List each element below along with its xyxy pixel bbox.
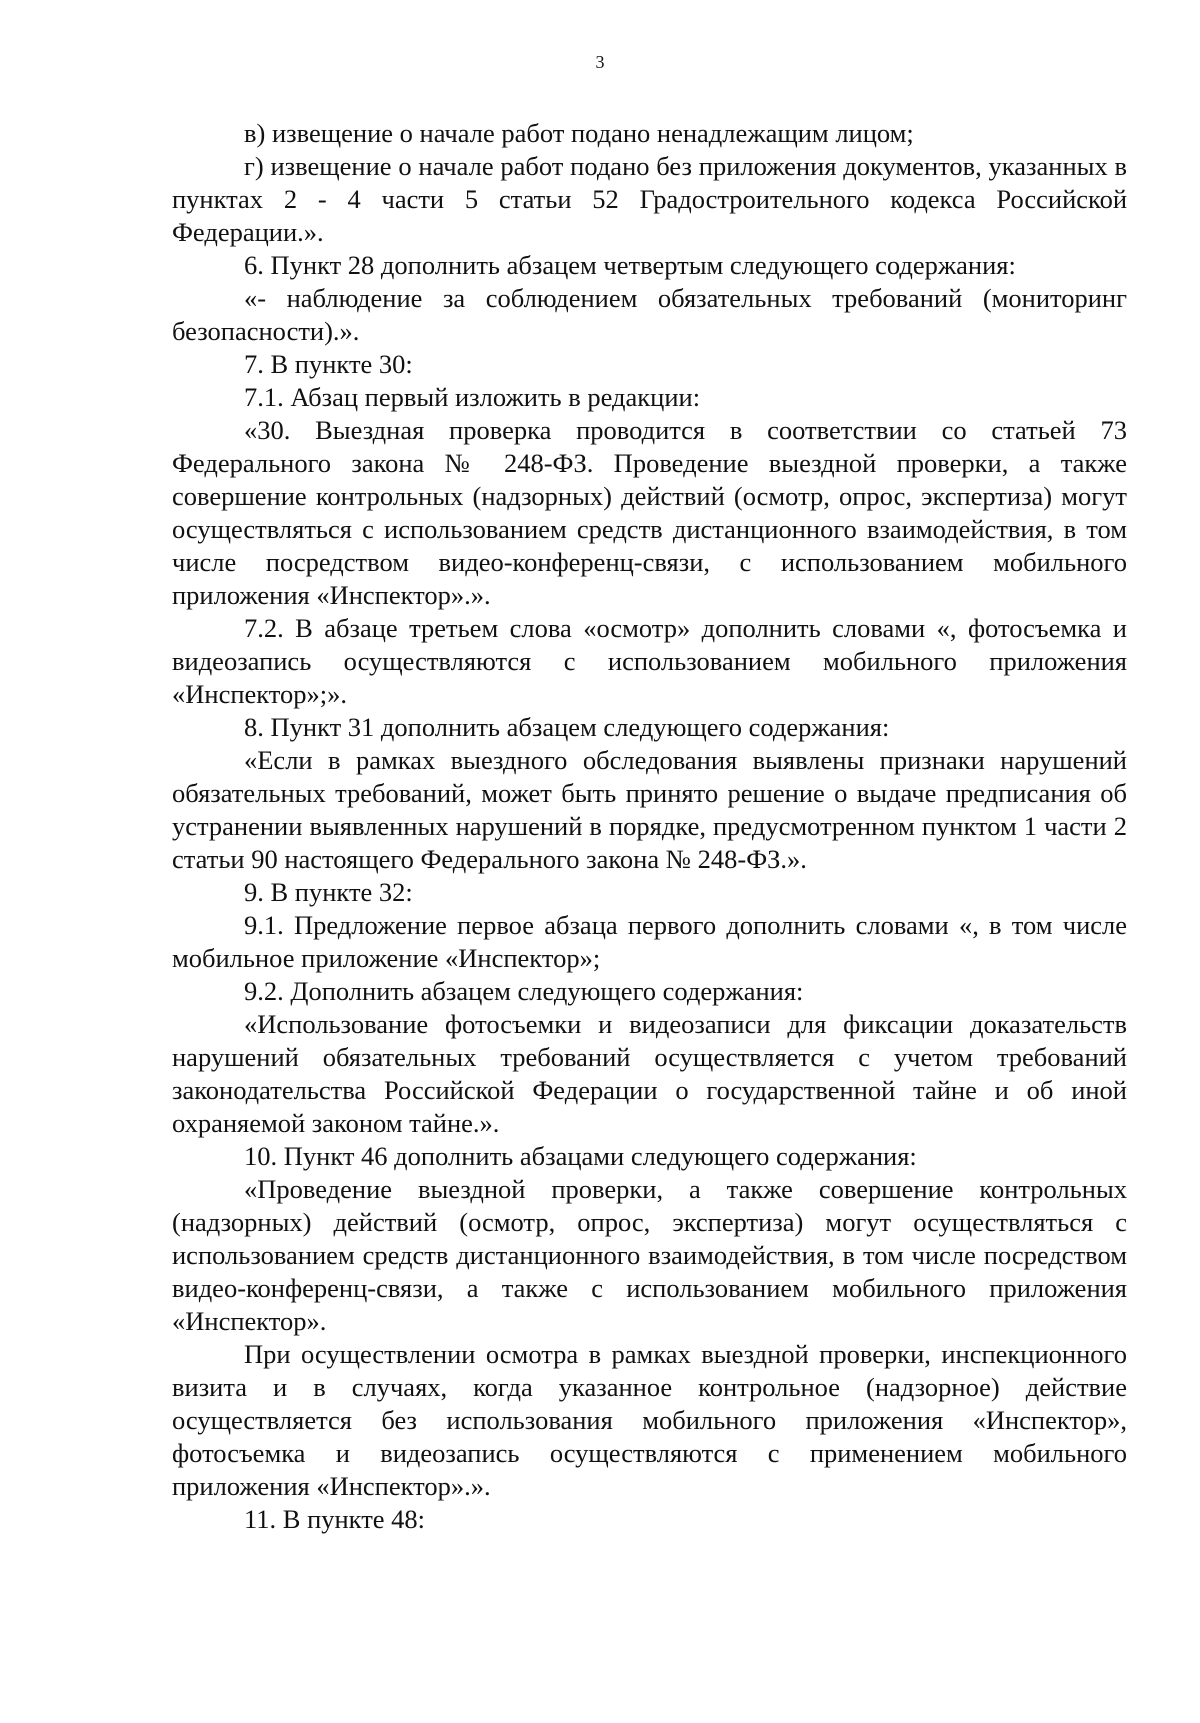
paragraph: 9.2. Дополнить абзацем следующего содержания: <box>244 976 804 1006</box>
paragraph: «30. Выездная проверка проводится в соответствии со статьей 73 Федерального закона № 248-ФЗ. Проведение выездной проверки, а также совершение контрольных (надзорных) действий (осмотр, опрос, экспертиза) могут осуществляться с использованием средств дистанционного взаимодействия, в том числе посредством видео-конференц-связи, с использованием мобильного приложения «Инспектор».». <box>172 415 1127 610</box>
paragraph: 7.2. В абзаце третьем слова «осмотр» дополнить словами «, фотосъемка и видеозапись осуществляются с использованием мобильного приложения «Инспектор»;». <box>172 613 1127 709</box>
paragraph: 9. В пункте 32: <box>244 877 413 907</box>
paragraph: «Использование фотосъемки и видеозаписи для фиксации доказательств нарушений обязательных требований осуществляется с учетом требований законодательства Российской Федерации о государственной тайне и об иной охраняемой законом тайне.». <box>172 1009 1127 1138</box>
paragraph: «Проведение выездной проверки, а также совершение контрольных (надзорных) действий (осмотр, опрос, экспертиза) могут осуществляться с использованием средств дистанционного взаимодействия, в том числе посредством видео-конференц-связи, а также с использованием мобильного приложения «Инспектор». <box>172 1174 1127 1336</box>
paragraph: 11. В пункте 48: <box>244 1504 426 1534</box>
paragraph: «- наблюдение за соблюдением обязательных требований (мониторинг безопасности).». <box>172 283 1127 346</box>
paragraph: 7. В пункте 30: <box>244 349 413 379</box>
paragraph: «Если в рамках выездного обследования выявлены признаки нарушений обязательных требований, может быть принято решение о выдаче предписания об устранении выявленных нарушений в порядке, предусмотренном пунктом 1 части 2 статьи 90 настоящего Федерального закона № 248-ФЗ.». <box>172 745 1127 874</box>
paragraph: в) извещение о начале работ подано ненадлежащим лицом; <box>244 118 914 148</box>
paragraph: 9.1. Предложение первое абзаца первого дополнить словами «, в том числе мобильное приложение «Инспектор»; <box>172 910 1127 973</box>
paragraph: При осуществлении осмотра в рамках выездной проверки, инспекционного визита и в случаях, когда указанное контрольное (надзорное) действие осуществляется без использования мобильного приложения «Инспектор», фотосъемка и видеозапись осуществляются с применением мобильного приложения «Инспектор».». <box>172 1339 1127 1501</box>
paragraph: г) извещение о начале работ подано без приложения документов, указанных в пунктах 2 - 4 части 5 статьи 52 Градостроительного кодекса Российской Федерации.». <box>172 151 1127 247</box>
paragraph: 8. Пункт 31 дополнить абзацем следующего содержания: <box>244 712 890 742</box>
paragraph: 10. Пункт 46 дополнить абзацами следующего содержания: <box>244 1141 917 1171</box>
page-number: 3 <box>595 52 605 72</box>
document-body <box>172 117 1127 1536</box>
paragraph: 7.1. Абзац первый изложить в редакции: <box>244 382 701 412</box>
paragraph: 6. Пункт 28 дополнить абзацем четвертым следующего содержания: <box>244 250 1016 280</box>
